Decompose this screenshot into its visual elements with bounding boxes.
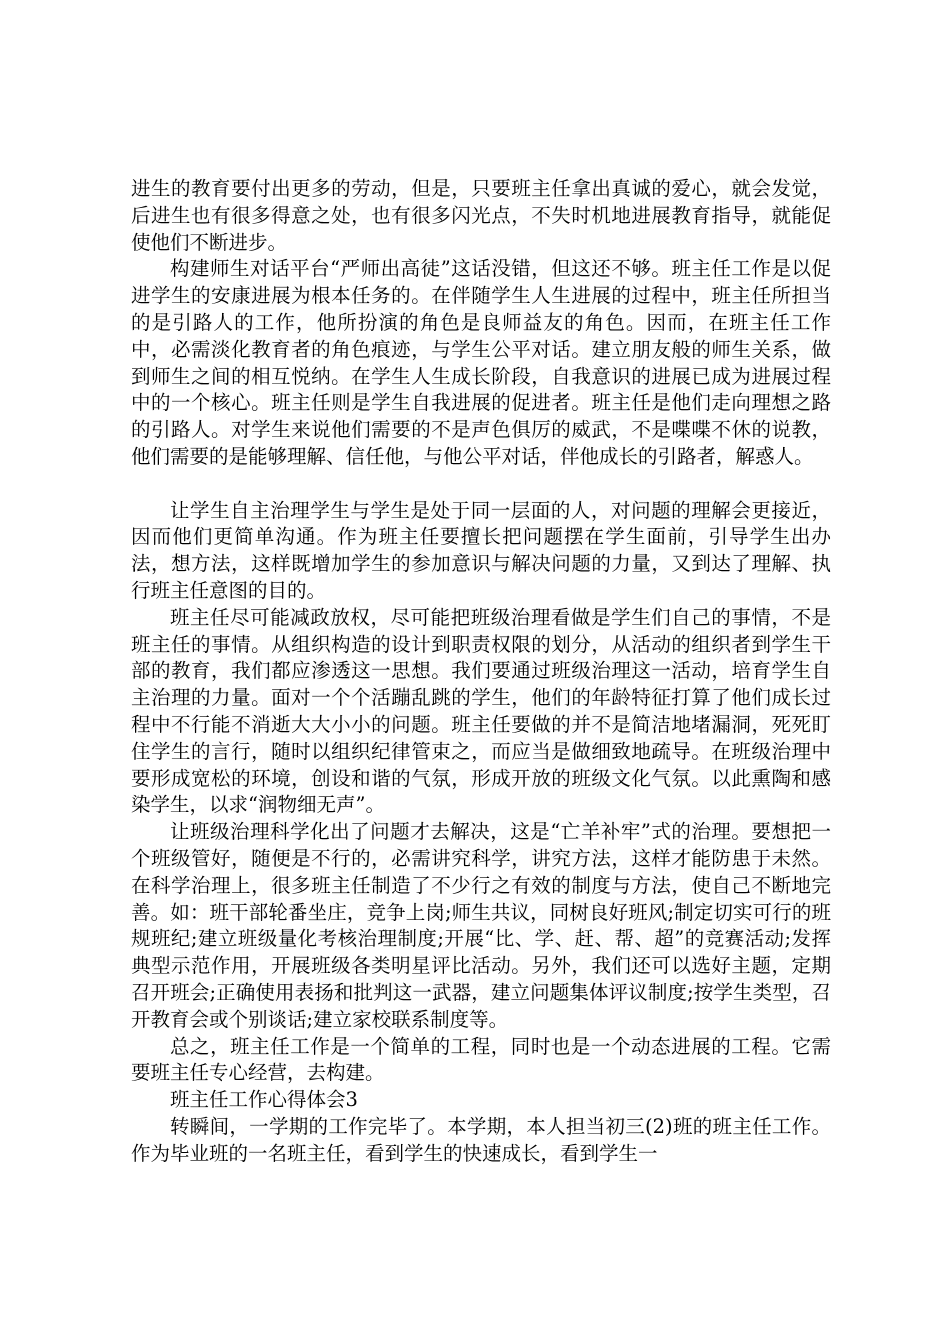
- section-heading: 班主任工作心得体会3: [170, 1088, 358, 1112]
- paragraph-gap: [131, 471, 831, 498]
- paragraph-4: 班主任尽可能减政放权，尽可能把班级治理看做是学生们自己的事情，不是班主任的事情。从组织构造的设计到职责权限的划分，从活动的组织者到学生干部的教育，我们都应渗透这一思想。我们要通过班级治理这一活动，培育学生自主治理的力量。面对一个个活蹦乱跳的学生，他们的年龄特征打算了他们成长过程中不行能不消逝大大小小的问题。班主任要做的并不是简洁地堵漏洞，死死盯住学生的言行，随时以组织纪律管束之，而应当是做细致地疏导。在班级治理中要形成宽松的环境，创设和谐的气氛，形成开放的班级文化气氛。以此熏陶和感染学生，以求“润物细无声”。: [131, 605, 831, 817]
- paragraph-6: 总之，班主任工作是一个简单的工程，同时也是一个动态进展的工程。它需要班主任专心经营，去构建。: [131, 1034, 831, 1085]
- paragraph-3: 让学生自主治理学生与学生是处于同一层面的人，对问题的理解会更接近，因而他们更简单沟通。作为班主任要擅长把问题摆在学生面前，引导学生出办法，想方法，这样既增加学生的参加意识与解决问题的力量，又到达了理解、执行班主任意图的目的。: [131, 498, 831, 602]
- paragraph-1: 进生的教育要付出更多的劳动，但是，只要班主任拿出真诚的爱心，就会发觉，后进生也有很多得意之处，也有很多闪光点，不失时机地进展教育指导，就能促使他们不断进步。: [131, 177, 831, 254]
- paragraph-2: 构建师生对话平台“严师出高徒”这话没错，但这还不够。班主任工作是以促进学生的安康进展为根本任务的。在伴随学生人生进展的过程中，班主任所担当的是引路人的工作，他所扮演的角色是良师益友的角色。因而，在班主任工作中，必需淡化教育者的角色痕迹，与学生公平对话。建立朋友般的师生关系，做到师生之间的相互悦纳。在学生人生成长阶段，自我意识的进展已成为进展过程中的一个核心。班主任则是学生自我进展的促进者。班主任是他们走向理想之路的引路人。对学生来说他们需要的不是声色俱厉的威武，不是喋喋不休的说教，他们需要的是能够理解、信任他，与他公平对话，伴他成长的引路者，解惑人。: [131, 257, 831, 468]
- document-body: [131, 176, 831, 1167]
- paragraph-5: 让班级治理科学化出了问题才去解决，这是“亡羊补牢”式的治理。要想把一个班级管好，随便是不行的，必需讲究科学，讲究方法，这样才能防患于未然。在科学治理上，很多班主任制造了不少行之有效的制度与方法，使自己不断地完善。如：班干部轮番坐庄，竞争上岗;师生共议，同树良好班风;制定切实可行的班规班纪;建立班级量化考核治理制度;开展“比、学、赶、帮、超”的竞赛活动;发挥典型示范作用，开展班级各类明星评比活动。另外，我们还可以选好主题，定期召开班会;正确使用表扬和批判这一武器，建立问题集体评议制度;按学生类型，召开教育会或个别谈话;建立家校联系制度等。: [131, 820, 831, 1031]
- paragraph-7: 转瞬间，一学期的工作完毕了。本学期，本人担当初三(2)班的班主任工作。作为毕业班的一名班主任，看到学生的快速成长，看到学生一: [131, 1114, 831, 1165]
